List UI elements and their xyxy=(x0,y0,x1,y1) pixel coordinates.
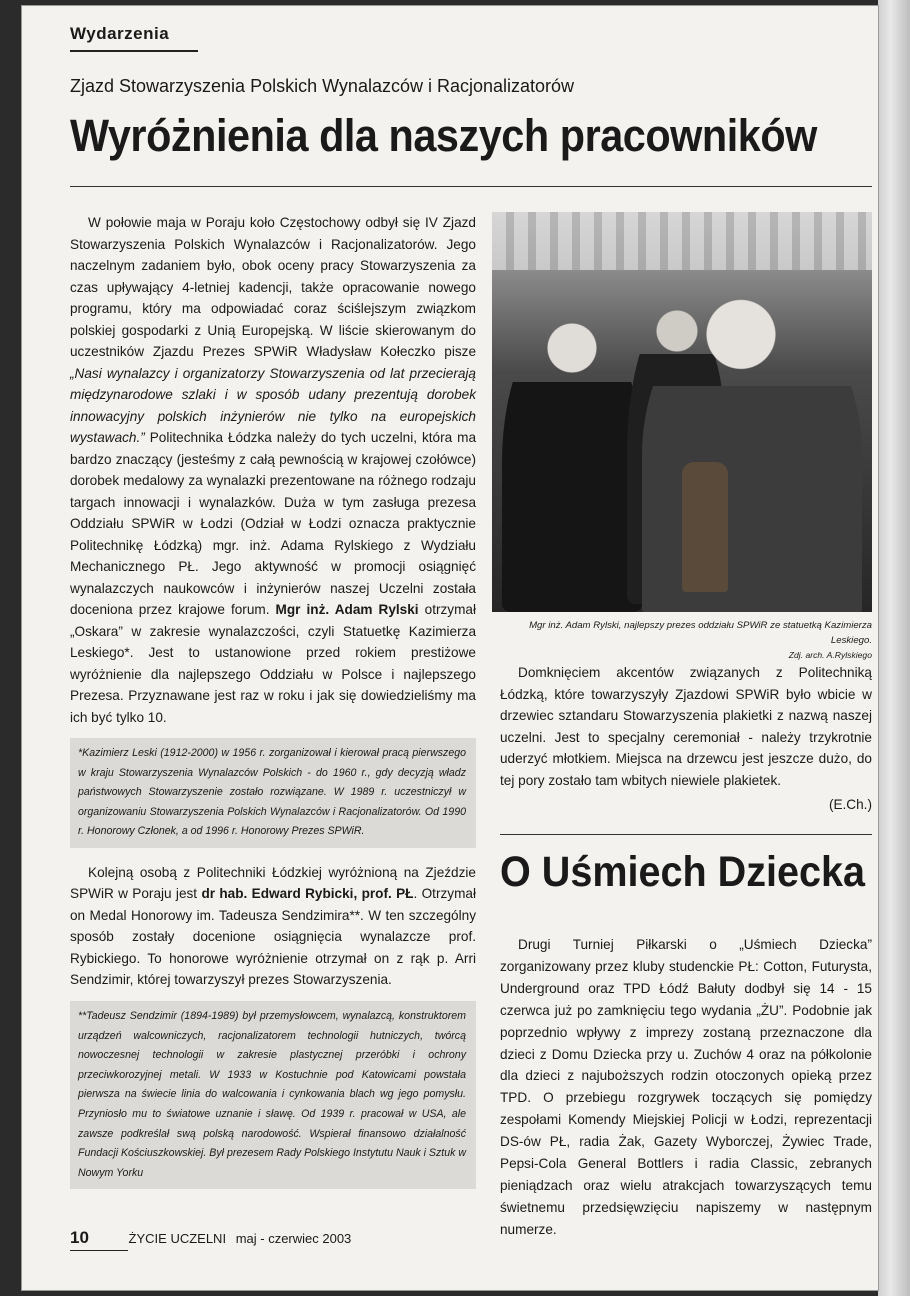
president-quote: „Nasi wynalazcy i organizatorzy Stowarzyszenia od lat przecierają międzynarodowe szlaki i w sposób udany prezentują dorobek innowacyjny polskich inżynierów nie tylko na europejskich wystawach.” xyxy=(70,365,476,445)
photo-caption xyxy=(492,618,872,663)
p2-text-b: . Otrzymał on Medal Honorowy im. Tadeusza Sendzimira**. W ten szczególny sposób zostały docenione osiągnięcia wynalazcze prof. Rybickiego. To honorowe wyróżnienie otrzymał on z rąk p. Arri Sendzimir, której towarzyszył prezes Stowarzyszenia. xyxy=(70,886,476,988)
publication-name: ŻYCIE UCZELNI xyxy=(128,1231,227,1246)
second-article-paragraph: Drugi Turniej Piłkarski o „Uśmiech Dziecka” zorganizowany przez kluby studenckie PŁ: Cotton, Futurysta, Underground oraz TPD Łódź Bałuty dodbył się 14 - 15 czerwca już po zamknięciu tego wydania „ŻU”. Podobnie jak poprzednio wpływy z imprezy zostaną przeznaczone dla dzieci z Domu Dziecka przy u. Zuchów 4 oraz na półkolonie dla dzieci z najuboższych rodzin otoczonych opieką przez TPD. O przebiegu rozgrywek toczących się pomiędzy zespołami Komendy Miejskiej Policji w Łodzi, reprezentacji DS-ów PŁ, radia Żak, Gazety Wyborczej, Żywiec Trade, Pepsi-Cola General Bottlers i radia Classic, zebranych pieniądzach oraz wielu atrakcjach towarzyszących temu świetnemu przedsięwzięciu napiszemy w następnym numerze. xyxy=(500,937,872,1237)
section-tag: Wydarzenia xyxy=(70,24,170,43)
right-column xyxy=(500,662,872,815)
photo-credit: Zdj. arch. A.Rylskiego xyxy=(788,650,872,660)
rybicki-name: dr hab. Edward Rybicki, prof. PŁ xyxy=(201,886,414,902)
paragraph-1 xyxy=(70,212,476,728)
second-article-rule xyxy=(500,834,872,835)
author-signature: (E.Ch.) xyxy=(828,796,872,812)
issue-date: maj - czerwiec 2003 xyxy=(235,1231,352,1246)
statuette xyxy=(682,462,728,592)
article-kicker: Zjazd Stowarzyszenia Polskich Wynalazców i Racjonalizatorów xyxy=(70,76,575,96)
headline-rule xyxy=(70,186,872,187)
section-rule xyxy=(70,50,198,52)
footer-rule xyxy=(70,1250,128,1251)
second-article-body xyxy=(500,934,872,1241)
curtain-backdrop xyxy=(492,212,872,270)
p1-text-a: W połowie maja w Poraju koło Częstochowy odbył się IV Zjazd Stowarzyszenia Polskich Wynalazców i Racjonalizatorów. Jego naczelnym zadaniem było, obok oceny pracy Stowarzyszenia za czas upływający 4-letniej kadencji, także opracowanie nowego programu, który ma odpowiadać coraz ściślejszym związkom polskiej gospodarki z Unią Europejską. W liście skierowanym do uczestników Zjazdu Prezes SPWiR Władysław Kołeczko pisze xyxy=(70,215,476,359)
paragraph-2 xyxy=(70,862,476,991)
footnote-sendzimir: **Tadeusz Sendzimir (1894-1989) był przemysłowcem, wynalazcą, konstruktorem urządzeń walcowniczych, racjonalizatorem technologii hutniczych, twórcą nowoczesnej technologii w zakresie plastycznej przeróbki i ochrony przeciwkorozyjnej metali. W 1933 w Kostuchnie pod Katowicami powstała pierwsza na świecie linia do walcowania i cynkowania blach wg jego pomysłu. Przyniosło mu to światowe uznanie i sławę. Od 1939 r. pracował w USA, ale zawsze podkreślał swą polską narodowość. Wspierał finansowo działalność Fundacji Kościuszkowskiej. Był prezesem Rady Polskiego Instytutu Nauk i Sztuk w Nowym Yorku xyxy=(70,1001,476,1189)
paragraph-3: Domknięciem akcentów związanych z Politechniką Łódzką, które towarzyszyły Zjazdowi SPWiR było wbicie w drzewiec sztandaru Stowarzyszenia plakietki z nazwą naszej uczelni. Jest to specjalny ceremoniał - należy trzykrotnie uderzyć młotkiem. Miejsca na drzewcu jest jeszcze dużo, do tej pory zostało tam wbitych niewiele plakietek. xyxy=(500,665,872,788)
person-left xyxy=(502,312,642,612)
award-photo xyxy=(492,212,872,612)
article-headline: Wyróżnienia dla naszych pracowników xyxy=(70,110,817,161)
page-edge xyxy=(878,0,910,1296)
p2-text-a: Kolejną osobą z Politechniki Łódzkiej wyróżnioną na Zjeździe SPWiR w Poraju jest xyxy=(70,864,476,902)
page-number: 10 xyxy=(70,1228,89,1247)
footnote-leski: *Kazimierz Leski (1912-2000) w 1956 r. zorganizował i kierował pracą pierwszego w kraju Stowarzyszenia Wynalazców Polskich - do 1960 r., gdy decyzją władz państwowych Stowarzyszenie zostało rozwiązane. W 1989 r. uczestniczył w organizowaniu Stowarzyszenia Polskich Wynalazców i Racjonalizatorów. Od 1990 r. Honorowy Członek, a od 1996 r. Honorowy Prezes SPWiR. xyxy=(70,738,476,848)
caption-text: Mgr inż. Adam Rylski, najlepszy prezes oddziału SPWiR ze statuetką Kazimierza Leskiego. xyxy=(529,620,872,646)
rylski-name: Mgr inż. Adam Rylski xyxy=(275,602,419,617)
second-article-headline: O Uśmiech Dziecka xyxy=(500,848,866,896)
person-right xyxy=(642,296,862,612)
p1-text-c: otrzymał „Oskara” w zakresie wynalazczości, czyli Statuetkę Kazimierza Leskiego*. Jest to ustanowione przed rokiem prestiżowe wyróżnienie dla najlepszego Oddziału w Polsce i najlepszego Prezesa. Przyznawane jest raz w roku i jak się dowiedzieliśmy ma ich być tylko 10. xyxy=(70,602,477,725)
magazine-page xyxy=(22,6,878,1290)
p1-text-b: Politechnika Łódzka należy do tych uczelni, która ma bardzo znaczący (jesteśmy z całą pewnością w krajowej czołówce) dorobek medalowy za wynalazki prezentowane na różnego rodzaju targach innowacji i wynalazków. Duża w tym zasługa prezesa Oddziału SPWiR w Łodzi (Odział w Łodzi oznacza praktycznie Politechnikę Łódzką) mgr. inż. Adama Rylskiego z Wydziału Mechanicznego PŁ. Jego aktywność w promocji osiągnięć wynalazczych naukowców i inżynierów naszej Uczelni została doceniona przez krajowe forum. xyxy=(70,430,476,617)
page-footer xyxy=(70,1228,351,1248)
left-column xyxy=(70,212,476,1203)
